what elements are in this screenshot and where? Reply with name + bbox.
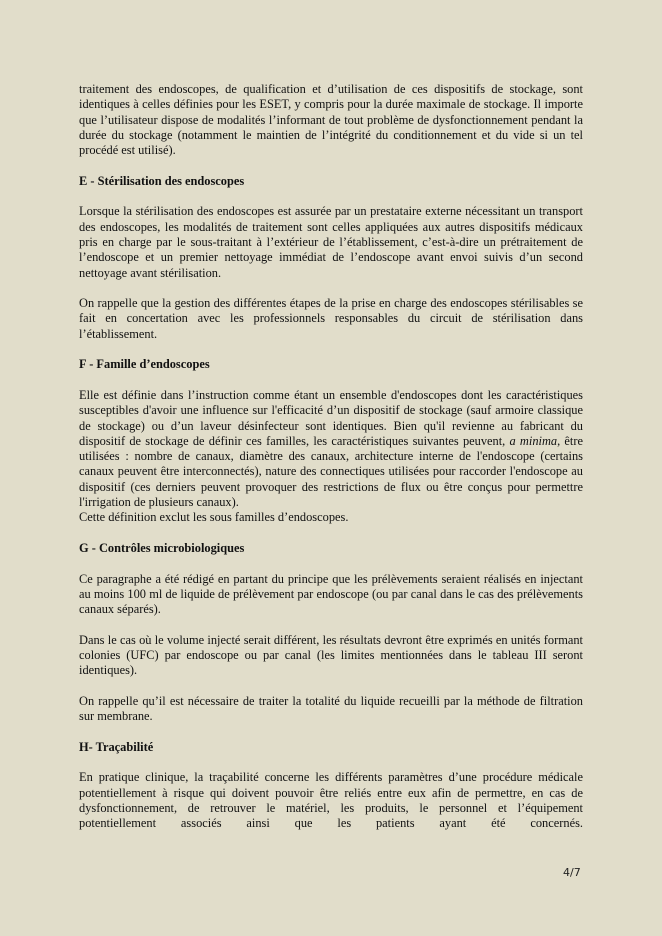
paragraph-f1-emphasis: a minima <box>509 433 558 448</box>
paragraph-storage-end: traitement des endoscopes, de qualification et d’utilisation de ces dispositifs de stockage, sont identiques à celles définies pour les ESET, y compris pour la durée maximale de stockage. Il importe que l’utilisateur dispose de modalités l’informant de tout problème de dysfonctionnement pendant la durée du stockage (notamment le maintien de l’intégrité du conditionnement et du vide si un tel procédé est utilisé). <box>79 82 583 158</box>
section-heading-g: G - Contrôles microbiologiques <box>79 540 245 555</box>
section-heading-h: H- Traçabilité <box>79 739 154 754</box>
paragraph-e2: On rappelle que la gestion des différentes étapes de la prise en charge des endoscopes stérilisables se fait en concertation avec les professionnels responsables du circuit de stérilisation dans l’établissement. <box>79 296 583 341</box>
paragraph-g3: On rappelle qu’il est nécessaire de traiter la totalité du liquide recueilli par la méthode de filtration sur membrane. <box>79 693 583 724</box>
paragraph-g2: Dans le cas où le volume injecté serait différent, les résultats devront être exprimés en unités formant colonies (UFC) par endoscope ou par canal (les limites mentionnées dans le tableau III seront identiques). <box>79 632 583 678</box>
paragraph-e1: Lorsque la stérilisation des endoscopes est assurée par un prestataire externe nécessitant un transport des endoscopes, les modalités de traitement sont celles appliquées aux autres dispositifs médicaux pris en charge par le sous-traitant à l’extérieur de l’établissement, c’est-à-dire un prétraitement de l’endoscope et un premier nettoyage immédiat de l’endoscope avant envoi suivis d’un second nettoyage avant stérilisation. <box>79 204 583 280</box>
paragraph-f1 <box>79 388 583 510</box>
section-heading-f: F - Famille d’endoscopes <box>79 357 210 372</box>
paragraph-f2: Cette définition exclut les sous familles d’endoscopes. <box>79 510 349 525</box>
page-number: 4/7 <box>563 866 581 879</box>
section-heading-e: E - Stérilisation des endoscopes <box>79 173 245 188</box>
paragraph-f1-part-a: Elle est définie dans l’instruction comme étant un ensemble d'endoscopes dont les caractéristiques susceptibles d'avoir une influence sur l'efficacité d’un dispositif de stockage (sauf armoire classique de stockage) ou d’un laveur désinfecteur sont identiques. Bien qu'il revienne au fabricant du dispositif de stockage de définir ces familles, les caractéristiques suivantes peuvent, <box>79 387 583 448</box>
paragraph-g1: Ce paragraphe a été rédigé en partant du principe que les prélèvements seraient réalisés en injectant au moins 100 ml de liquide de prélèvement par endoscope (ou par canal dans le cas des prélèvements canaux séparés). <box>79 571 583 617</box>
paragraph-h1: En pratique clinique, la traçabilité concerne les différents paramètres d’une procédure médicale potentiellement à risque qui doivent pouvoir être reliés entre eux afin de permettre, en cas de dysfonctionnement, de retrouver le matériel, les produits, le personnel et l’équipement potentiellement associés ainsi que les patients ayant été concernés. <box>79 770 583 831</box>
page-content <box>79 82 583 847</box>
paragraph-f1-part-b: , être utilisées : nombre de canaux, diamètre des canaux, architecture interne de l'endoscope (certains canaux peuvent être interconnectés), nature des connectiques utilisées pour raccorder l'endoscope au dispositif (ces derniers peuvent provoquer des restrictions de flux ou être conçus pour permettre l'irrigation de plusieurs canaux). <box>79 433 584 510</box>
